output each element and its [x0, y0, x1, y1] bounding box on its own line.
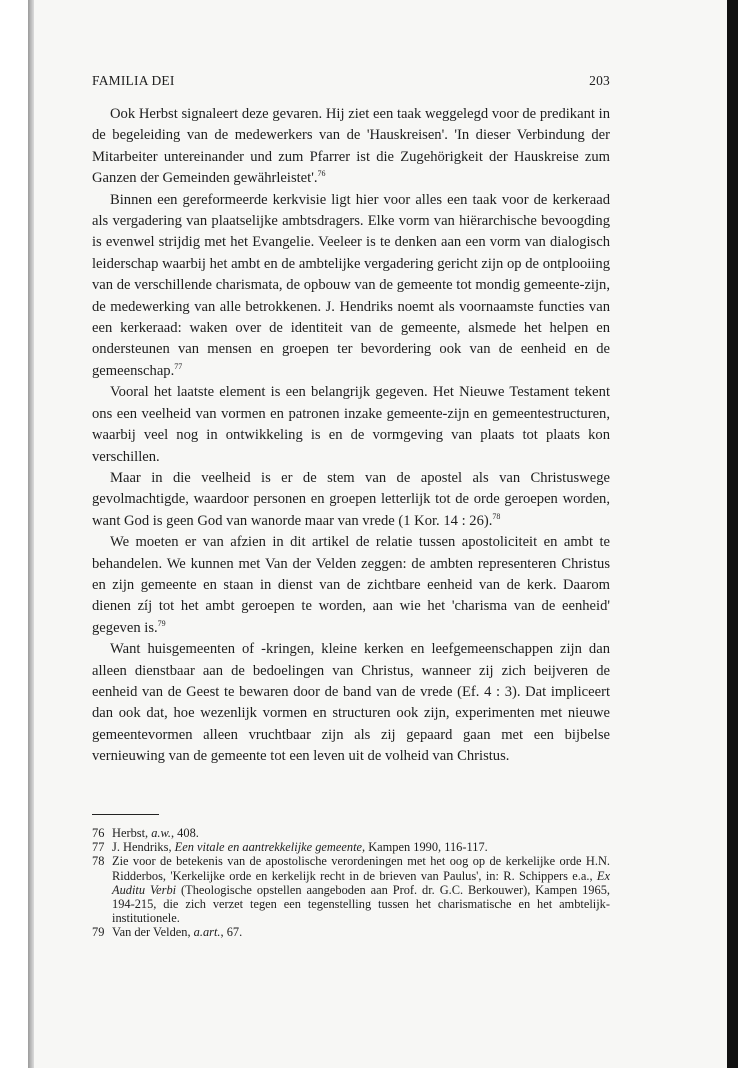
paragraph — [92, 190, 610, 383]
footnote — [92, 840, 610, 854]
paragraph — [92, 532, 610, 639]
footnote-number: 79 — [92, 925, 105, 940]
footnote-text: Kampen 1990, 116-117. — [365, 840, 488, 855]
footnote-title: Een vitale en aantrekkelijke gemeente, — [174, 840, 366, 855]
footnote-ref: 76 — [317, 169, 326, 179]
footnote-number: 78 — [92, 854, 105, 869]
page-number: 203 — [589, 73, 610, 88]
footnote-text: Herbst, — [112, 826, 152, 840]
paragraph-text: Binnen een gereformeerde kerkvisie ligt hier voor alles een taak voor de kerkeraad als vergadering van plaatselijke ambtsdragers. Elke vorm van hiërarchische bevoogding is evenwel strijdig met het Evangelie. Veeleer is te denken aan een vorm van dialogisch leiderschap waarbij het ambt en de ambtelijke vergadering gericht zijn op de ontplooiing van de verschillende charismata, de opbouw van de gemeente tot mondig gemeente-zijn, de medewerking van alle betrokkenen. J. Hendriks noemt als voornaamste functies van een kerkeraad: waken over de identiteit van de gemeente, alsmede het helpen en ondersteunen van mensen en groepen ter bevordering ook van de eenheid en de gemeenschap. — [92, 191, 610, 379]
footnote-number: 76 — [92, 826, 105, 840]
footnote-ref: 78 — [492, 511, 501, 521]
scan-edge-right — [727, 0, 738, 1068]
paragraph-text: Want huisgemeenten of -kringen, kleine kerken en leefgemeenschappen zijn dan alleen dienstbaar aan de bedoelingen van Christus, wanneer zij zich beijveren de eenheid van de Geest te bewaren door de band van de vrede (Ef. 4 : 3). Dat impliceert dan ook dat, hoe wezenlijk vormen en structuren ook zijn, experimenten met nieuwe gemeentevormen alleen vruchtbaar zijn als zij gepaard gaan met een bijbelse vernieuwing van de gemeente tot een leven uit de volheid van Christus. — [92, 641, 610, 765]
body-text — [92, 104, 610, 768]
footnote-ref: 77 — [174, 362, 183, 372]
footnote-title: Ex Auditu Verbi — [112, 868, 610, 897]
footnote-text: Van der Velden, — [112, 925, 194, 940]
footnote-number: 77 — [92, 840, 105, 855]
footnote-ref: 79 — [157, 618, 166, 628]
footnote-text: (Theologische opstellen aangeboden aan Prof. dr. G.C. Berkouwer), Kampen 1965, 194-215, die zich verzet tegen een tegenstelling tussen het charismatische en het ambtelijk-institutionele. — [112, 882, 610, 926]
footnote-text: , 408. — [170, 826, 199, 840]
footnote-rule — [92, 814, 159, 815]
footnotes — [92, 826, 610, 940]
paragraph — [92, 468, 610, 532]
paragraph-text: Maar in die veelheid is er de stem van de apostel als van Christuswege gevolmachtigde, waardoor personen en groepen letterlijk tot de orde geroepen worden, want God is geen God van wanorde maar van vrede (1 Kor. 14 : 26). — [92, 469, 610, 529]
footnote — [92, 826, 610, 840]
paragraph — [92, 382, 610, 468]
paragraph-text: Ook Herbst signaleert deze gevaren. Hij ziet een taak weggelegd voor de predikant in de begeleiding van de medewerkers van de 'Hauskreisen'. 'In dieser Verbindung der Mitarbeiter untereinander und zum Pfarrer ist die Zugehörigkeit der Hauskreise zum Ganzen der Gemeinden gewährleistet'. — [92, 106, 610, 187]
footnote-text: J. Hendriks, — [112, 840, 175, 855]
footnote-title: a.art. — [193, 925, 221, 940]
footnote — [92, 925, 610, 939]
footnote-text: Zie voor de betekenis van de apostolische verordeningen met het oog op de kerkelijke orde H.N. Ridderbos, 'Kerkelijke orde en kerkelijk recht in de brieven van Paulus', in: R. Schippers e.a., — [112, 854, 610, 883]
running-title: FAMILIA DEI — [92, 73, 175, 88]
footnote-title: a.w. — [151, 826, 171, 840]
footnote-text: , 67. — [220, 925, 243, 940]
paragraph — [92, 639, 610, 767]
paragraph-text: Vooral het laatste element is een belangrijk gegeven. Het Nieuwe Testament tekent ons een veelheid van vormen en patronen inzake gemeente-zijn en gemeentestructuren, waarbij veel nog in ontwikkeling is en de vormgeving van plaats tot plaats kon verschillen. — [92, 384, 610, 465]
footnote — [92, 854, 610, 925]
paragraph-text: We moeten er van afzien in dit artikel de relatie tussen apostoliciteit en ambt te behandelen. We kunnen met Van der Velden zeggen: de ambten representeren Christus en zijn gemeente en staan in dienst van de zichtbare eenheid van de kerk. Daarom dienen zíj tot het ambt geroepen te worden, aan wie het 'charisma van de eenheid' gegeven is. — [92, 534, 610, 636]
paragraph — [92, 104, 610, 190]
